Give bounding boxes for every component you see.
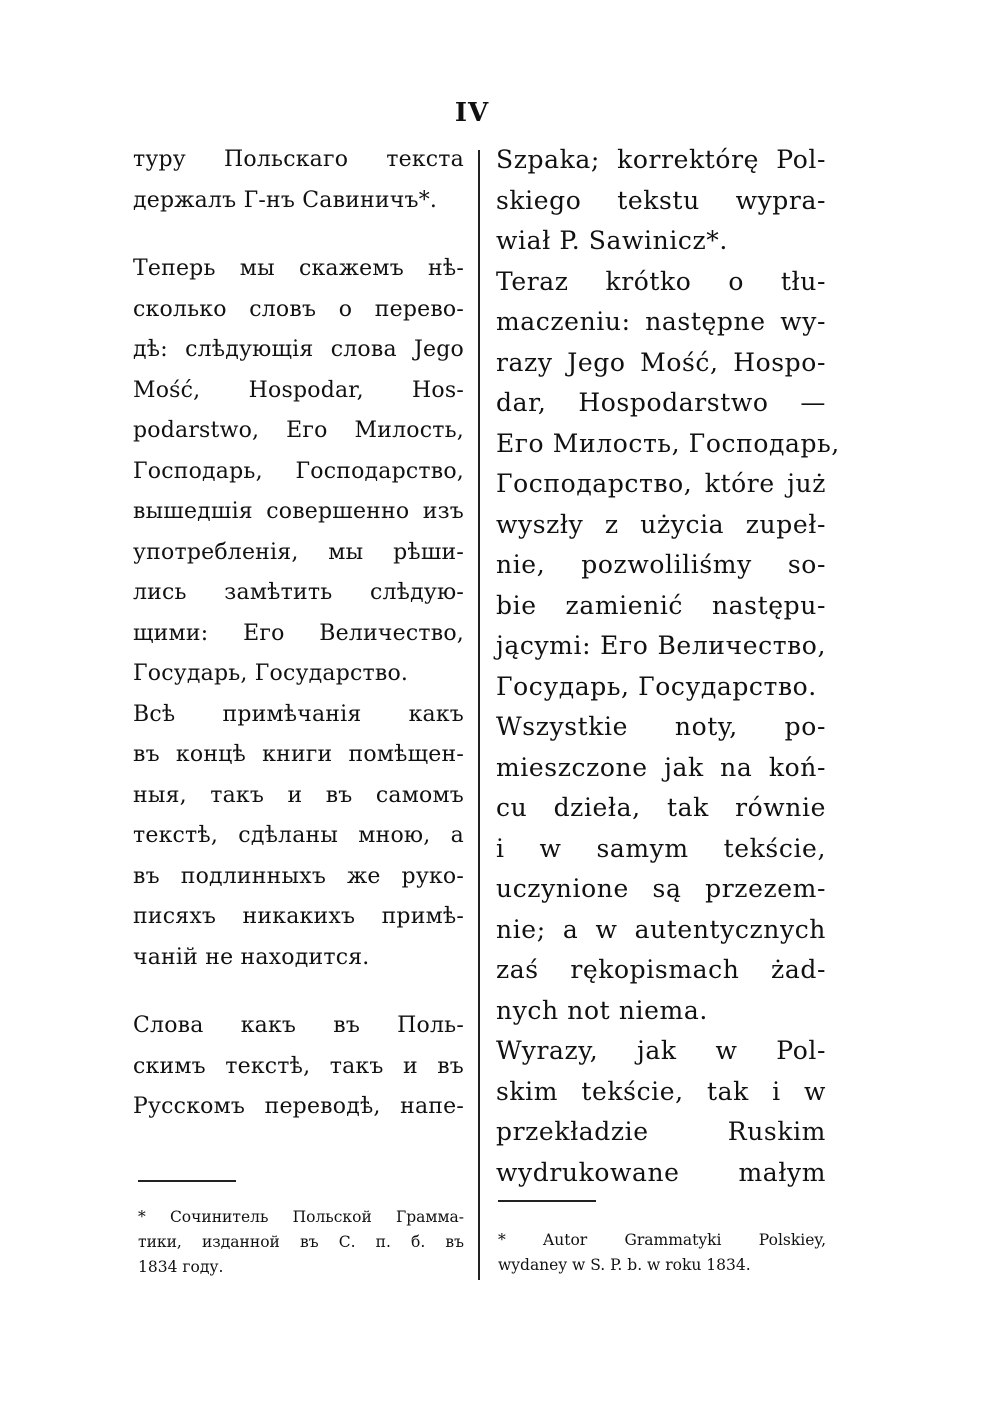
text-line: въ подлинныхъ же руко-: [133, 863, 464, 889]
left-column-russian: [133, 140, 464, 1128]
paragraph-gap: [133, 978, 464, 1006]
text-line: въ концѣ книги помѣщен-: [133, 742, 464, 767]
paragraph-gap: [133, 221, 464, 249]
text-line: ныя, такъ и въ самомъ: [133, 782, 464, 808]
page-number: IV: [454, 98, 490, 128]
text-line: uczynione są przezem-: [496, 874, 826, 903]
text-line: скимъ текстѣ, такъ и въ: [133, 1053, 464, 1079]
text-line: Теперь мы скажемъ нѣ-: [133, 256, 464, 281]
right-column-polish: [496, 140, 840, 1193]
footnote-line: 1834 году.: [138, 1258, 224, 1276]
text-line: i w samym tekście,: [496, 833, 826, 863]
text-line: щими: Его Величество,: [133, 620, 464, 646]
text-line: Государь, Государство.: [496, 671, 817, 701]
text-line: Szpaka; korrektórę Pol-: [496, 145, 826, 174]
text-line: skiego tekstu wypra-: [496, 185, 826, 215]
text-line: wydrukowane małym: [496, 1157, 826, 1187]
text-line: Господарь, Господарство,: [133, 458, 464, 484]
text-line: писяхъ никакихъ примѣ-: [133, 904, 464, 929]
text-line: держалъ Г-нъ Савиничъ*.: [133, 187, 438, 213]
text-line: сколько словъ о перево-: [133, 296, 464, 322]
footnote-line: wydaney w S. P. b. w roku 1834.: [498, 1256, 751, 1274]
footnote-line: тики, изданной въ С. п. б. въ: [138, 1233, 464, 1251]
text-line: текстѣ, сдѣланы мною, а: [133, 823, 464, 848]
text-line: Господарство, które już: [496, 469, 826, 498]
text-line: zaś rękopismach żad-: [496, 955, 826, 984]
text-line: вышедшія совершенно изъ: [133, 499, 464, 524]
text-line: nie; a w autentycznych: [496, 914, 826, 944]
text-line: Слова какъ въ Поль-: [133, 1013, 464, 1038]
text-line: Государь, Государство.: [133, 661, 409, 686]
text-line: dar, Hospodarstwo —: [496, 388, 826, 417]
footnote-left: [138, 1205, 464, 1280]
text-line: Wszystkie noty, po-: [496, 712, 826, 741]
text-line: туру Польскаго текста: [133, 147, 464, 172]
text-line: nych not niema.: [496, 995, 708, 1025]
text-line: Teraz krótko o tłu-: [496, 266, 826, 296]
footnote-rule-right: [498, 1200, 596, 1202]
text-line: wyszły z użycia zupeł-: [496, 509, 826, 539]
text-line: Всѣ примѣчанія какъ: [133, 701, 464, 727]
text-line: чаній не находится.: [133, 944, 370, 970]
text-line: bie zamienić następu-: [496, 590, 826, 620]
text-line: Wyrazy, jak w Pol-: [496, 1036, 826, 1065]
text-line: mieszczone jak na koń-: [496, 752, 826, 782]
text-line: употребленія, мы рѣши-: [133, 539, 464, 565]
text-line: jącymi: Его Величество,: [496, 631, 826, 660]
text-line: maczeniu: następne wy-: [496, 307, 826, 336]
text-line: Его Милость, Господарь,: [496, 428, 840, 458]
footnote-line: * Сочинитель Польской Грамма-: [138, 1208, 464, 1226]
text-line: nie, pozwoliliśmy so-: [496, 550, 826, 579]
footnote-line: * Autor Grammatyki Polskiey,: [498, 1231, 826, 1249]
text-line: дѣ: слѣдующія слова Jego: [133, 337, 464, 362]
column-divider: [478, 150, 480, 1280]
footnote-right: [498, 1228, 826, 1278]
text-line: razy Jego Mość, Hospo-: [496, 347, 826, 377]
text-line: cu dzieła, tak równie: [496, 793, 826, 822]
text-line: skim tekście, tak i w: [496, 1076, 826, 1106]
text-line: Русскомъ переводѣ, напе-: [133, 1094, 464, 1119]
text-line: przekładzie Ruskim: [496, 1117, 826, 1146]
footnote-rule-left: [138, 1180, 236, 1182]
text-line: лись замѣтить слѣдую-: [133, 580, 464, 605]
text-line: podarstwo, Его Милость,: [133, 418, 464, 443]
text-line: wiał P. Sawinicz*.: [496, 226, 728, 255]
text-line: Mość, Hospodar, Hos-: [133, 377, 464, 403]
